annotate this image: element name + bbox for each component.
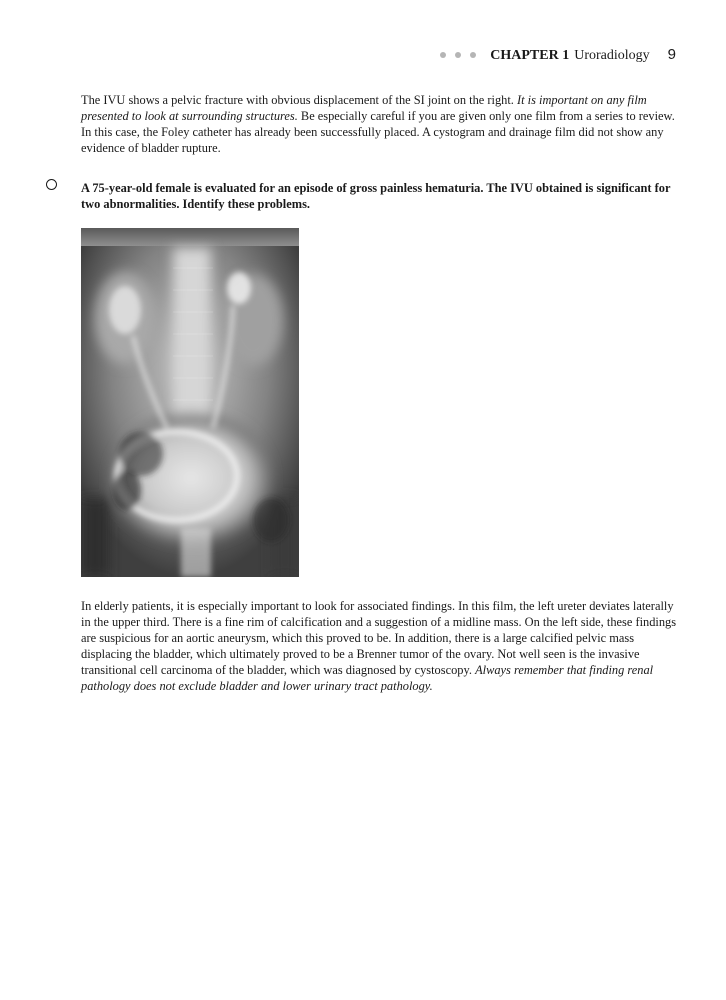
- intro-paragraph: [81, 92, 679, 156]
- question-text: A 75-year-old female is evaluated for an episode of gross painless hematuria. The IVU obtained is significant for two abnormalities. Identify these problems.: [81, 181, 671, 211]
- dot-icon: [470, 52, 476, 58]
- question-bullet-icon: [46, 179, 57, 190]
- paragraph-text: In elderly patients, it is especially important to look for associated findings. In this film, the left ureter deviates laterally in the upper third. There is a fine rim of calcification and a suggestion of a midline mass. On the left side, these findings are suspicious for an aortic aneurysm, which this proved to be. In addition, there is a large calcified pelvic mass displacing the bladder, which ultimately proved to be a Brenner tumor of the ovary. Not well seen is the invasive transitional cell carcinoma of the bladder, which was diagnosed by cystoscopy.: [81, 599, 677, 677]
- paragraph-text: Be especially careful if you are given only one film from a series to review. In this case, the Foley catheter has already been successfully placed. A cystogram and drainage film did not show any evidence of bladder rupture.: [81, 109, 675, 155]
- paragraph-italic: It is important on any film presented to look at surrounding structures.: [81, 93, 647, 123]
- discussion-paragraph: [81, 598, 679, 694]
- paragraph-italic: Always remember that finding renal pathology does not exclude bladder and lower urinary tract pathology.: [81, 663, 654, 693]
- header-dots: [440, 52, 476, 58]
- paragraph-text: The IVU shows a pelvic fracture with obvious displacement of the SI joint on the right.: [81, 93, 517, 107]
- chapter-label: CHAPTER 1: [490, 48, 570, 63]
- running-header: [440, 46, 676, 64]
- dot-icon: [440, 52, 446, 58]
- chapter-title: Uroradiology: [574, 48, 650, 63]
- page-number: 9: [667, 46, 676, 63]
- xray-image: [81, 228, 299, 577]
- dot-icon: [455, 52, 461, 58]
